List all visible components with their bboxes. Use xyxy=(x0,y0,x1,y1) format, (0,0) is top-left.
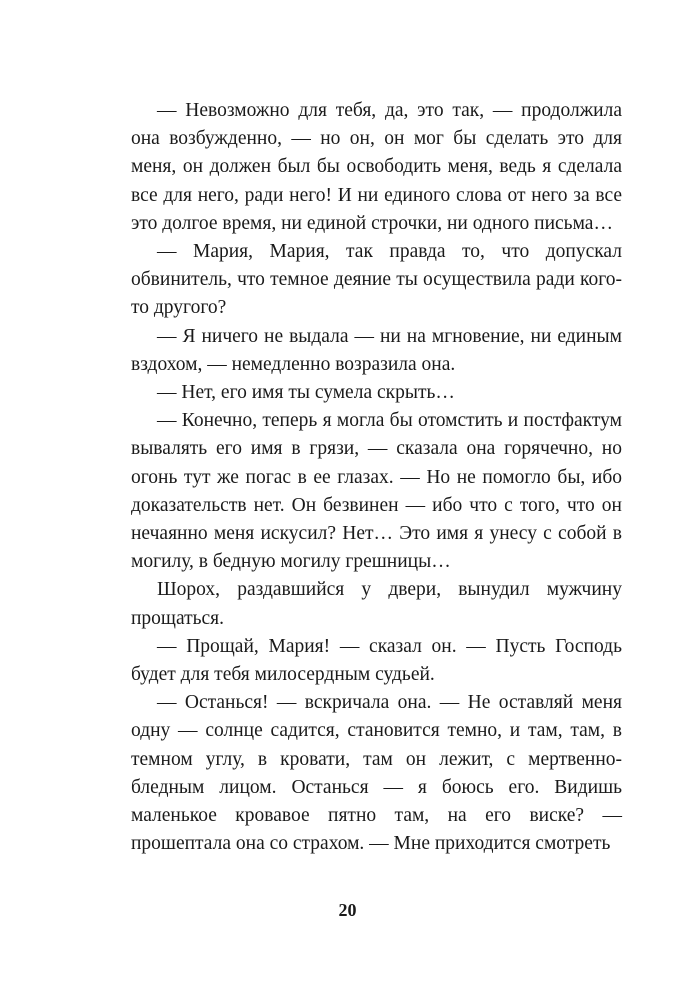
page-number: 20 xyxy=(338,900,357,920)
paragraph-4: — Нет, его имя ты сумела скрыть… xyxy=(157,382,455,404)
page-body xyxy=(131,97,622,858)
paragraph-6: Шорох, раздавшийся у двери, вынудил мужчину прощаться. xyxy=(131,579,622,629)
text-block xyxy=(131,97,622,858)
paragraph-8: — Останься! — вскричала она. — Не оставляй меня одну — солнце садится, становится темно, и там, там, в темном углу, в кровати, там он лежит, с мертвенно-бледным лицом. Останься — я боюсь его. Видишь маленькое кровавое пятно там, на его виске? — прошептала она со страхом. — Мне приходится смотреть xyxy=(131,692,622,855)
paragraph-5: — Конечно, теперь я могла бы отомстить и постфактум вывалять его имя в грязи, — сказала она горячечно, но огонь тут же погас в ее глазах. — Но не помогло бы, ибо доказательств нет. Он безвинен — ибо что с того, что он нечаянно меня искусил? Нет… Это имя я унесу с собой в могилу, в бедную могилу грешницы… xyxy=(131,410,622,573)
paragraph-2: — Мария, Мария, так правда то, что допускал обвинитель, что темное деяние ты осуществила ради кого-то другого? xyxy=(131,241,622,319)
paragraph-3: — Я ничего не выдала — ни на мгновение, ни единым вздохом, — немедленно возразила она. xyxy=(131,325,622,375)
paragraph-1: — Невозможно для тебя, да, это так, — продолжила она возбужденно, — но он, он мог бы сделать это для меня, он должен был бы освободить меня, ведь я сделала все для него, ради него! И ни единого слова от него за все это долгое время, ни единой строчки, ни одного письма… xyxy=(131,100,622,234)
paragraph-7: — Прощай, Мария! — сказал он. — Пусть Господь будет для тебя милосердным судьей. xyxy=(131,635,622,686)
